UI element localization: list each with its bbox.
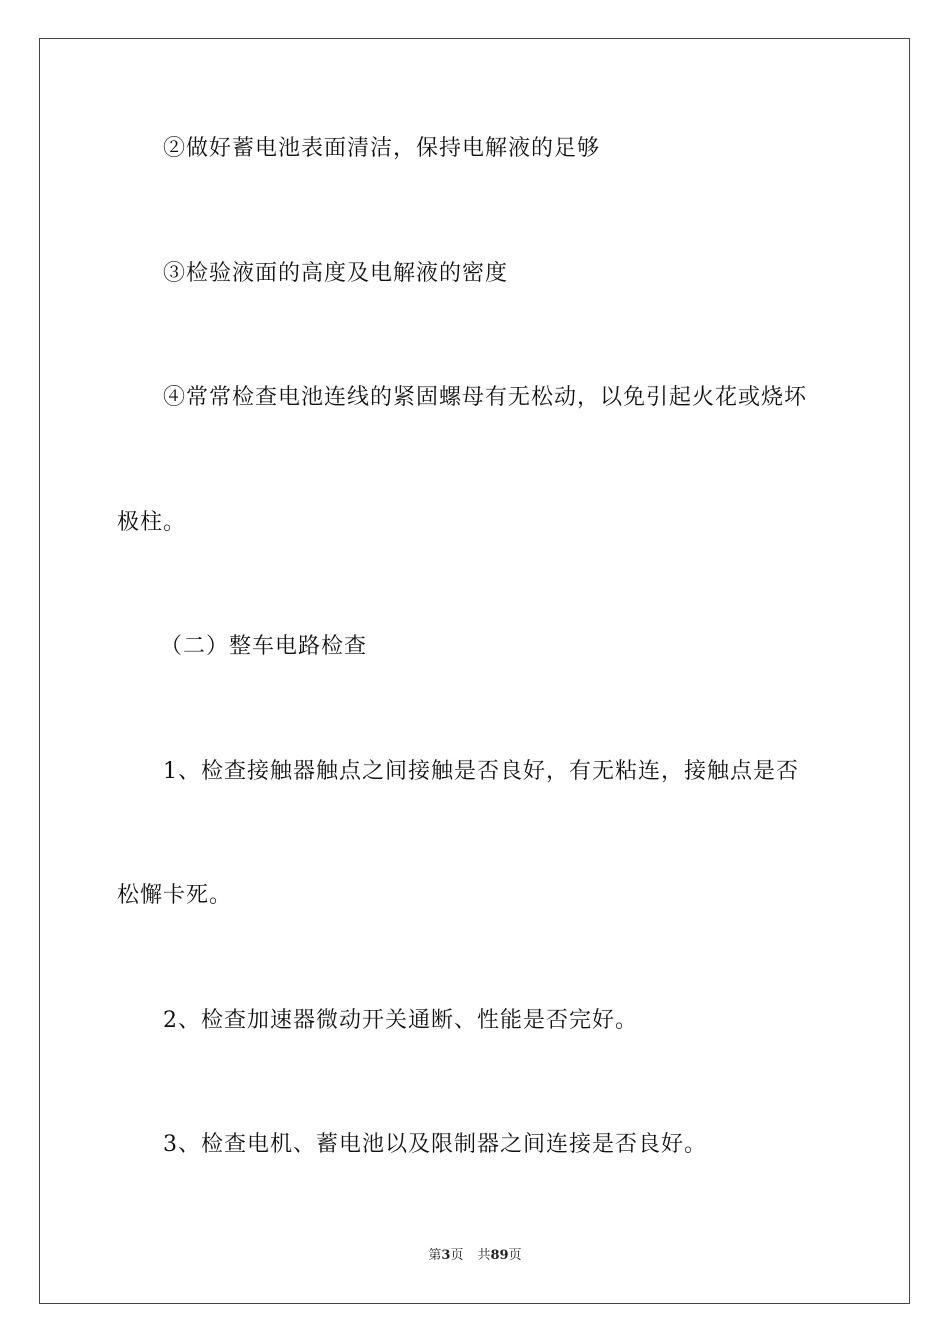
footer-total-suffix: 页	[508, 1248, 522, 1263]
section-heading: （二）整车电路检查	[160, 634, 368, 659]
paragraph-line-9: 3、检查电机、蓄电池以及限制器之间连接是否良好。	[163, 1132, 707, 1157]
paragraph-line-6: 1、检查接触器触点之间接触是否良好，有无粘连，接触点是否	[163, 759, 799, 784]
footer-total-pages: 89	[490, 1248, 509, 1263]
footer-page-number: 3	[441, 1248, 451, 1263]
paragraph-line-4: 极柱。	[117, 510, 187, 535]
footer-page-prefix: 第	[428, 1248, 442, 1263]
footer-total-prefix: 共	[477, 1248, 491, 1263]
paragraph-line-3: ④常常检查电池连线的紧固螺母有无松动，以免引起火花或烧坏	[163, 385, 808, 410]
footer-page-suffix: 页	[450, 1248, 464, 1263]
page-footer	[0, 1248, 950, 1264]
page-border	[39, 38, 910, 1304]
paragraph-line-1: ②做好蓄电池表面清洁，保持电解液的足够	[163, 136, 601, 161]
paragraph-line-7: 松懈卡死。	[117, 883, 233, 908]
paragraph-line-8: 2、检查加速器微动开关通断、性能是否完好。	[163, 1008, 638, 1033]
paragraph-line-2: ③检验液面的高度及电解液的密度	[163, 261, 509, 286]
